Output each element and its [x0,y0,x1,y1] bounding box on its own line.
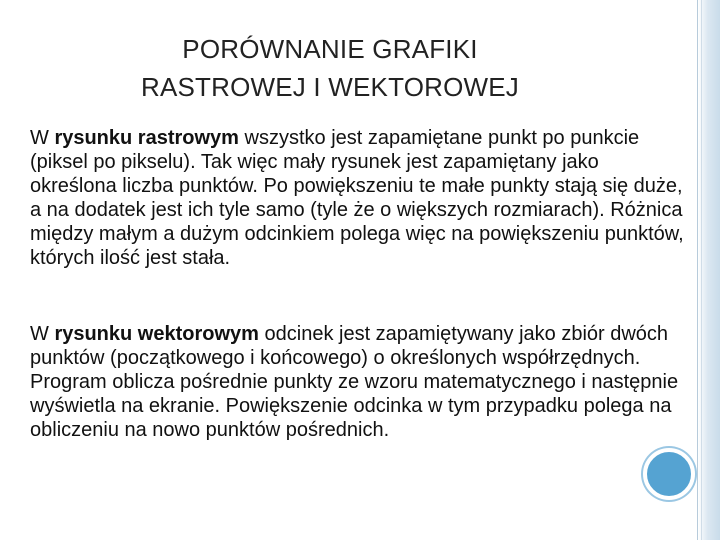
slide-title [60,30,600,106]
term-raster: rysunku rastrowym [54,127,239,149]
paragraph-text: wszystko jest zapamiętane punkt po punkcie (piksel po pikselu). Tak więc mały rysunek jest zapamiętany jako określona liczba punktów. Po powiększeniu te małe punkty stają się duże, a na dodatek jest ich tyle samo (tyle że o większych rozmiarach). Różnica między małym a dużym odcinkiem polega więc na powiększeniu punktów, których ilość jest stała. [30,127,684,269]
edge-line [701,0,702,540]
title-line-1: PORÓWNANIE GRAFIKI [182,34,478,64]
edge-line [697,0,698,540]
paragraph-lead: W [30,323,55,345]
title-line-2: RASTROWEJ I WEKTOROWEJ [140,72,520,102]
decorative-circle [643,448,695,500]
paragraph-vector [30,322,690,442]
term-vector: rysunku wektorowym [54,323,259,345]
paragraph-lead: W [30,127,55,149]
paragraph-text: odcinek jest zapamiętywany jako zbiór dwóch punktów (początkowego i końcowego) o określonych współrzędnych. Program oblicza pośrednie punkty ze wzoru matematycznego i następnie wyświetla na ekranie. Powiększenie odcinka w tym przypadku polega na obliczeniu na nowo punktów pośrednich. [30,323,679,441]
paragraph-raster [30,126,690,270]
